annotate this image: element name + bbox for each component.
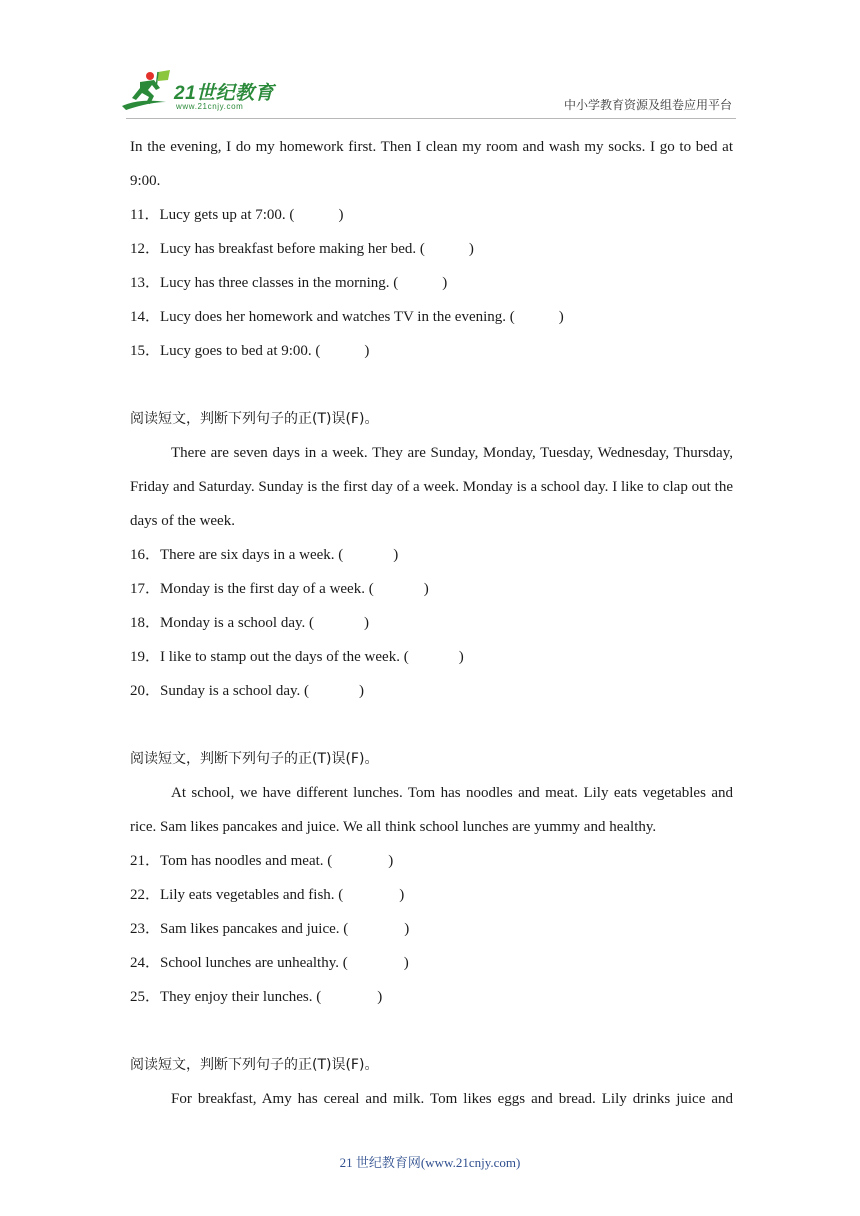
question-text: Sam likes pancakes and juice. ( — [160, 921, 349, 937]
close-paren: ) — [404, 921, 410, 937]
close-paren: ) — [558, 309, 564, 325]
question-12 — [130, 232, 733, 266]
question-number: 14． — [130, 309, 161, 325]
section-instruction: 阅读短文，判断下列句子的正(T)误(F)。 — [130, 411, 379, 427]
question-18 — [130, 606, 733, 640]
close-paren: ) — [364, 343, 370, 359]
close-paren: ) — [458, 649, 464, 665]
question-number: 18． — [130, 615, 161, 631]
question-text: Monday is the first day of a week. ( — [160, 581, 374, 597]
question-23 — [130, 912, 733, 946]
question-number: 21． — [130, 853, 161, 869]
logo-text: 21世纪教育 — [174, 83, 275, 104]
close-paren: ) — [403, 955, 409, 971]
question-text: Monday is a school day. ( — [160, 615, 315, 631]
question-number: 19． — [130, 649, 161, 665]
question-text: Lucy gets up at 7:00. ( — [159, 207, 295, 223]
question-24 — [130, 946, 733, 980]
question-17 — [130, 572, 733, 606]
reading-passage: At school, we have different lunches. Tom has noodles and meat. Lily eats vegetables and rice. Sam likes pancakes and juice. We all think school lunches are yummy and healthy. — [130, 785, 733, 835]
question-number: 22． — [130, 887, 161, 903]
question-22 — [130, 878, 733, 912]
question-20 — [130, 674, 733, 708]
reading-passage: There are seven days in a week. They are Sunday, Monday, Tuesday, Wednesday, Thursday, Friday and Saturday. Sunday is the first day of a week. Monday is a school day. I like to clap out the days of the week. — [130, 445, 733, 529]
question-number: 25． — [130, 989, 161, 1005]
question-number: 23． — [130, 921, 161, 937]
question-text: There are six days in a week. ( — [160, 547, 344, 563]
close-paren: ) — [468, 241, 474, 257]
platform-name: 中小学教育资源及组卷应用平台 — [563, 98, 732, 112]
question-text: Lucy has breakfast before making her bed. ( — [160, 241, 425, 257]
question-number: 15． — [130, 343, 161, 359]
reading-passage: For breakfast, Amy has cereal and milk. Tom likes eggs and bread. Lily drinks juice and — [171, 1091, 733, 1107]
question-number: 12． — [130, 241, 161, 257]
close-paren: ) — [359, 683, 365, 699]
question-text: I like to stamp out the days of the week. ( — [160, 649, 409, 665]
close-paren: ) — [442, 275, 448, 291]
question-number: 11． — [130, 207, 160, 223]
logo-url: www.21cnjy.com — [176, 102, 244, 111]
question-16 — [130, 538, 733, 572]
question-21 — [130, 844, 733, 878]
question-number: 24． — [130, 955, 161, 971]
question-number: 16． — [130, 547, 161, 563]
page-footer: 21 世纪教育网(www.21cnjy.com) — [339, 1155, 521, 1170]
question-text: School lunches are unhealthy. ( — [160, 955, 348, 971]
document-body — [130, 130, 733, 1116]
question-11 — [130, 198, 733, 232]
close-paren: ) — [364, 615, 370, 631]
close-paren: ) — [399, 887, 405, 903]
question-25 — [130, 980, 733, 1014]
section-instruction: 阅读短文，判断下列句子的正(T)误(F)。 — [130, 751, 379, 767]
question-text: Sunday is a school day. ( — [160, 683, 310, 699]
page-header — [120, 68, 740, 116]
question-text: They enjoy their lunches. ( — [160, 989, 322, 1005]
question-text: Tom has noodles and meat. ( — [160, 853, 333, 869]
question-15 — [130, 334, 733, 368]
question-text: Lucy does her homework and watches TV in the evening. ( — [160, 309, 515, 325]
question-text: Lucy goes to bed at 9:00. ( — [160, 343, 321, 359]
header-divider — [126, 118, 736, 119]
section-instruction: 阅读短文，判断下列句子的正(T)误(F)。 — [130, 1057, 379, 1073]
question-number: 20． — [130, 683, 161, 699]
close-paren: ) — [377, 989, 383, 1005]
question-19 — [130, 640, 733, 674]
runner-logo-icon — [120, 68, 176, 112]
question-14 — [130, 300, 733, 334]
question-number: 17． — [130, 581, 161, 597]
question-text: Lucy has three classes in the morning. ( — [160, 275, 399, 291]
close-paren: ) — [393, 547, 399, 563]
question-13 — [130, 266, 733, 300]
passage-continuation: In the evening, I do my homework first. Then I clean my room and wash my socks. I go to bed at 9:00. — [130, 139, 733, 189]
question-text: Lily eats vegetables and fish. ( — [160, 887, 344, 903]
logo — [120, 68, 290, 114]
close-paren: ) — [423, 581, 429, 597]
close-paren: ) — [388, 853, 394, 869]
question-number: 13． — [130, 275, 161, 291]
close-paren: ) — [338, 207, 344, 223]
